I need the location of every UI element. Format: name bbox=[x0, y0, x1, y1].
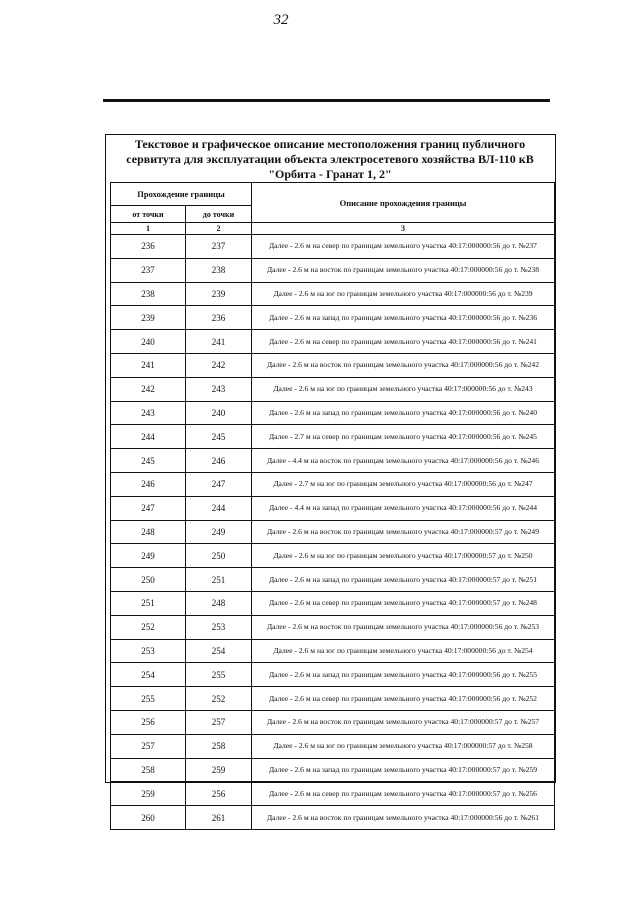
title-line-3: "Орбита - Гранат 1, 2" bbox=[268, 167, 392, 181]
table-body bbox=[111, 235, 555, 830]
table-row bbox=[111, 235, 555, 259]
column-number-2: 2 bbox=[186, 223, 252, 235]
table-row bbox=[111, 806, 555, 830]
table-row bbox=[111, 449, 555, 473]
cell-description: Далее - 2.6 м на восток по границам земельного участка 40:17:000000:57 до т. №249 bbox=[252, 520, 555, 544]
cell-to-point: 257 bbox=[186, 710, 252, 734]
cell-from-point: 259 bbox=[111, 782, 186, 806]
cell-from-point: 240 bbox=[111, 330, 186, 354]
cell-description: Далее - 2.6 м на юг по границам земельного участка 40:17:000000:56 до т. №254 bbox=[252, 639, 555, 663]
cell-description: Далее - 4.4 м на запад по границам земельного участка 40:17:000000:56 до т. №244 bbox=[252, 496, 555, 520]
cell-description: Далее - 2.7 м на север по границам земельного участка 40:17:000000:56 до т. №245 bbox=[252, 425, 555, 449]
cell-from-point: 251 bbox=[111, 591, 186, 615]
cell-to-point: 248 bbox=[186, 591, 252, 615]
cell-description: Далее - 2.6 м на запад по границам земельного участка 40:17:000000:57 до т. №259 bbox=[252, 758, 555, 782]
table-row bbox=[111, 496, 555, 520]
header-boundary-passage: Прохождение границы bbox=[111, 183, 252, 206]
table-row bbox=[111, 687, 555, 711]
cell-from-point: 247 bbox=[111, 496, 186, 520]
cell-from-point: 238 bbox=[111, 282, 186, 306]
cell-from-point: 258 bbox=[111, 758, 186, 782]
table-row bbox=[111, 544, 555, 568]
cell-to-point: 245 bbox=[186, 425, 252, 449]
cell-to-point: 243 bbox=[186, 377, 252, 401]
cell-from-point: 249 bbox=[111, 544, 186, 568]
cell-to-point: 253 bbox=[186, 615, 252, 639]
cell-from-point: 245 bbox=[111, 449, 186, 473]
cell-to-point: 242 bbox=[186, 353, 252, 377]
cell-description: Далее - 2.6 м на юг по границам земельного участка 40:17:000000:57 до т. №258 bbox=[252, 734, 555, 758]
cell-description: Далее - 2.6 м на восток по границам земельного участка 40:17:000000:56 до т. №253 bbox=[252, 615, 555, 639]
cell-to-point: 254 bbox=[186, 639, 252, 663]
cell-to-point: 241 bbox=[186, 330, 252, 354]
cell-to-point: 246 bbox=[186, 449, 252, 473]
cell-to-point: 247 bbox=[186, 472, 252, 496]
table-row bbox=[111, 782, 555, 806]
cell-description: Далее - 2.6 м на запад по границам земельного участка 40:17:000000:56 до т. №236 bbox=[252, 306, 555, 330]
cell-description: Далее - 4.4 м на восток по границам земельного участка 40:17:000000:56 до т. №246 bbox=[252, 449, 555, 473]
cell-description: Далее - 2.6 м на север по границам земельного участка 40:17:000000:57 до т. №248 bbox=[252, 591, 555, 615]
cell-from-point: 255 bbox=[111, 687, 186, 711]
cell-to-point: 252 bbox=[186, 687, 252, 711]
header-to-point: до точки bbox=[186, 206, 252, 223]
cell-from-point: 239 bbox=[111, 306, 186, 330]
table-row bbox=[111, 520, 555, 544]
table-row bbox=[111, 258, 555, 282]
page-number: 32 bbox=[273, 12, 289, 28]
cell-description: Далее - 2.6 м на север по границам земельного участка 40:17:000000:56 до т. №241 bbox=[252, 330, 555, 354]
cell-from-point: 253 bbox=[111, 639, 186, 663]
cell-to-point: 249 bbox=[186, 520, 252, 544]
cell-to-point: 258 bbox=[186, 734, 252, 758]
document-title bbox=[106, 137, 554, 182]
cell-from-point: 246 bbox=[111, 472, 186, 496]
cell-from-point: 242 bbox=[111, 377, 186, 401]
cell-to-point: 236 bbox=[186, 306, 252, 330]
cell-to-point: 256 bbox=[186, 782, 252, 806]
cell-to-point: 238 bbox=[186, 258, 252, 282]
column-number-3: 3 bbox=[252, 223, 555, 235]
cell-from-point: 243 bbox=[111, 401, 186, 425]
cell-description: Далее - 2.6 м на юг по границам земельного участка 40:17:000000:56 до т. №239 bbox=[252, 282, 555, 306]
header-boundary-description: Описание прохождения границы bbox=[252, 183, 555, 223]
cell-from-point: 244 bbox=[111, 425, 186, 449]
cell-to-point: 255 bbox=[186, 663, 252, 687]
table-row bbox=[111, 472, 555, 496]
cell-to-point: 244 bbox=[186, 496, 252, 520]
table-row bbox=[111, 401, 555, 425]
cell-from-point: 241 bbox=[111, 353, 186, 377]
table-row bbox=[111, 639, 555, 663]
cell-description: Далее - 2.6 м на восток по границам земельного участка 40:17:000000:56 до т. №238 bbox=[252, 258, 555, 282]
cell-to-point: 259 bbox=[186, 758, 252, 782]
boundary-table bbox=[110, 182, 555, 830]
cell-description: Далее - 2.6 м на восток по границам земельного участка 40:17:000000:56 до т. №242 bbox=[252, 353, 555, 377]
cell-description: Далее - 2.6 м на восток по границам земельного участка 40:17:000000:56 до т. №261 bbox=[252, 806, 555, 830]
table-row bbox=[111, 663, 555, 687]
cell-description: Далее - 2.6 м на север по границам земельного участка 40:17:000000:56 до т. №237 bbox=[252, 235, 555, 259]
table-row bbox=[111, 758, 555, 782]
table-row bbox=[111, 710, 555, 734]
table-row bbox=[111, 425, 555, 449]
header-rule bbox=[103, 99, 550, 102]
table-row bbox=[111, 377, 555, 401]
cell-from-point: 252 bbox=[111, 615, 186, 639]
table-row bbox=[111, 330, 555, 354]
cell-from-point: 248 bbox=[111, 520, 186, 544]
cell-to-point: 237 bbox=[186, 235, 252, 259]
table-row bbox=[111, 282, 555, 306]
table-row bbox=[111, 353, 555, 377]
cell-description: Далее - 2.6 м на восток по границам земельного участка 40:17:000000:57 до т. №257 bbox=[252, 710, 555, 734]
cell-description: Далее - 2.6 м на юг по границам земельного участка 40:17:000000:57 до т. №250 bbox=[252, 544, 555, 568]
table-row bbox=[111, 615, 555, 639]
cell-to-point: 251 bbox=[186, 568, 252, 592]
cell-from-point: 260 bbox=[111, 806, 186, 830]
cell-to-point: 261 bbox=[186, 806, 252, 830]
cell-description: Далее - 2.6 м на север по границам земельного участка 40:17:000000:56 до т. №252 bbox=[252, 687, 555, 711]
table-row bbox=[111, 306, 555, 330]
cell-to-point: 239 bbox=[186, 282, 252, 306]
table-row bbox=[111, 591, 555, 615]
cell-from-point: 236 bbox=[111, 235, 186, 259]
cell-from-point: 237 bbox=[111, 258, 186, 282]
table-row bbox=[111, 734, 555, 758]
title-line-1: Текстовое и графическое описание местоположения границ публичного bbox=[134, 137, 526, 151]
cell-description: Далее - 2.6 м на запад по границам земельного участка 40:17:000000:56 до т. №240 bbox=[252, 401, 555, 425]
cell-description: Далее - 2.6 м на запад по границам земельного участка 40:17:000000:57 до т. №251 bbox=[252, 568, 555, 592]
cell-description: Далее - 2.6 м на юг по границам земельного участка 40:17:000000:56 до т. №243 bbox=[252, 377, 555, 401]
cell-description: Далее - 2.6 м на запад по границам земельного участка 40:17:000000:56 до т. №255 bbox=[252, 663, 555, 687]
cell-from-point: 257 bbox=[111, 734, 186, 758]
cell-from-point: 254 bbox=[111, 663, 186, 687]
header-from-point: от точки bbox=[111, 206, 186, 223]
cell-from-point: 256 bbox=[111, 710, 186, 734]
cell-to-point: 250 bbox=[186, 544, 252, 568]
title-line-2: сервитута для эксплуатации объекта электросетевого хозяйства ВЛ-110 кВ bbox=[126, 152, 534, 166]
cell-description: Далее - 2.7 м на юг по границам земельного участка 40:17:000000:56 до т. №247 bbox=[252, 472, 555, 496]
cell-to-point: 240 bbox=[186, 401, 252, 425]
table-row bbox=[111, 568, 555, 592]
cell-from-point: 250 bbox=[111, 568, 186, 592]
column-number-1: 1 bbox=[111, 223, 186, 235]
cell-description: Далее - 2.6 м на север по границам земельного участка 40:17:000000:57 до т. №256 bbox=[252, 782, 555, 806]
